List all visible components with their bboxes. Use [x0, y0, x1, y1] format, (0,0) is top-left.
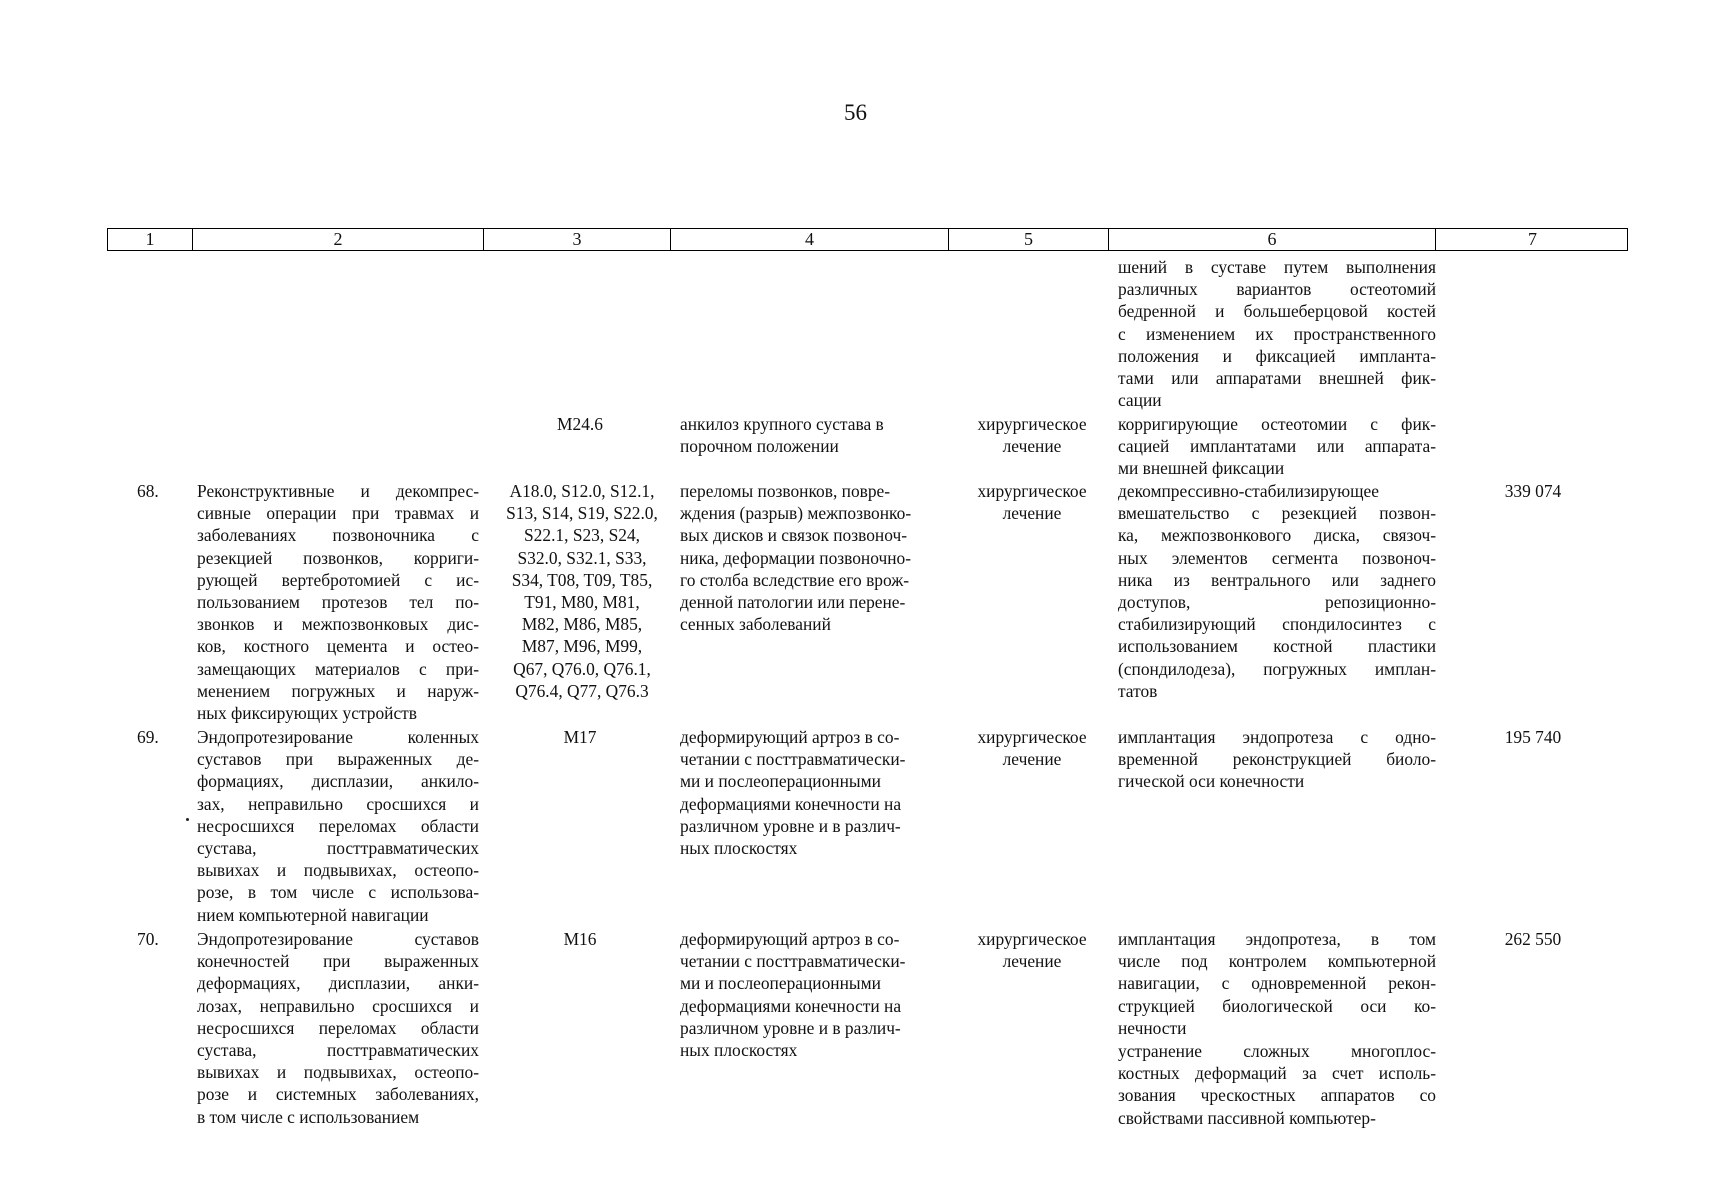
text-line: го столба вследствие его врож-: [680, 569, 910, 590]
text-line: сацией имплантатами или аппарата-: [1118, 436, 1436, 457]
text-line: сивные операции при травмах и: [197, 503, 479, 524]
text-line: конечностей при выраженных: [197, 951, 479, 972]
row-70-name: [197, 928, 479, 1128]
text-line: различных вариантов остеотомий: [1118, 279, 1436, 300]
text-line: положения и фиксацией импланта-: [1118, 345, 1436, 366]
text-line: ных элементов сегмента позвоноч-: [1118, 547, 1436, 568]
text-line: различном уровне и в различ-: [680, 815, 901, 836]
header-col-1: 1: [145, 229, 155, 249]
text-line: ника, деформации позвоночно-: [680, 547, 912, 568]
text-line: доступов, репозиционно-: [1118, 592, 1436, 613]
text-line: ми и послеоперационными: [680, 973, 881, 994]
text-line: (спондилодеза), погружных имплан-: [1118, 658, 1436, 679]
text-line: звонков и межпозвонковых дис-: [197, 614, 479, 635]
text-line: вых дисков и связок позвоноч-: [680, 525, 907, 546]
text-line: свойствами пассивной компьютер-: [1118, 1107, 1376, 1128]
row-70-codes: [500, 928, 660, 950]
text-line: переломы позвонков, повре-: [680, 481, 891, 501]
text-line: стабилизирующий спондилосинтез с: [1118, 614, 1436, 635]
text-line: розе и системных заболеваниях,: [197, 1084, 479, 1105]
continuation-method: [1118, 256, 1436, 411]
header-col-4: 4: [670, 229, 948, 250]
text-line: пользованием протезов тел по-: [197, 592, 479, 613]
text-line: в том числе с использованием: [197, 1106, 420, 1127]
text-line: гической оси конечности: [1118, 771, 1305, 792]
text-line: суставов при выраженных де-: [197, 749, 479, 770]
text-line: менением погружных и наруж-: [197, 680, 479, 701]
text-line: формациях, дисплазии, анкило-: [197, 771, 479, 792]
text-line: зования чрескостных аппаратов со: [1118, 1085, 1436, 1106]
row-70-cost: 262 550: [1504, 929, 1562, 949]
subrow-treatment: [962, 413, 1102, 457]
text-line: татов: [1118, 680, 1158, 701]
row-68-method: [1118, 480, 1436, 702]
text-line: деформирующий артроз в со-: [680, 727, 900, 747]
text-line: ми внешней фиксации: [1118, 458, 1285, 479]
header-col-7: 7: [1435, 229, 1629, 250]
text-line: костных деформаций за счет исполь-: [1118, 1063, 1436, 1084]
page-number: 56: [844, 100, 867, 125]
text-line: ка, межпозвонкового диска, связоч-: [1118, 525, 1436, 546]
text-line: заболеваниях позвоночника с: [197, 525, 479, 546]
text-line: зах, неправильно сросшихся и: [197, 793, 479, 814]
row-69-treatment: [962, 726, 1102, 770]
text-line: анкилоз крупного сустава в: [680, 414, 884, 434]
text-line: ков, костного цемента и остео-: [197, 636, 479, 657]
text-line: M82, M86, M85,: [521, 614, 643, 635]
text-line: хирургическое: [977, 929, 1087, 949]
header-col-5: 5: [948, 229, 1108, 250]
text-line: замещающих материалов с при-: [197, 658, 479, 679]
text-line: различном уровне и в различ-: [680, 1017, 901, 1038]
text-line: имплантация эндопротеза, в том: [1118, 929, 1436, 949]
text-line: деформациями конечности на: [680, 793, 902, 814]
text-line: деформациях, дисплазии, анки-: [197, 973, 479, 994]
text-line: денной патологии или перене-: [680, 592, 906, 613]
header-col-2: 2: [192, 229, 483, 250]
row-69-cost: 195 740: [1504, 727, 1562, 747]
text-line: корригирующие остеотомии с фик-: [1118, 414, 1436, 434]
text-line: четании с посттравматически-: [680, 749, 906, 770]
text-line: сации: [1118, 390, 1162, 411]
header-col-6: 6: [1108, 229, 1435, 250]
text-line: S32.0, S32.1, S33,: [517, 547, 647, 568]
text-line: с изменением их пространственного: [1118, 323, 1436, 344]
text-line: сустава, посттравматических: [197, 1040, 479, 1061]
text-line: Эндопротезирование коленных: [197, 727, 479, 747]
text-line: розе, в том числе с использова-: [197, 882, 479, 903]
text-line: лечение: [1002, 503, 1062, 524]
row-70-method: [1118, 928, 1436, 1039]
text-line: ных плоскостях: [680, 1040, 798, 1061]
text-line: S34, T08, T09, T85,: [511, 569, 653, 590]
text-line: хирургическое: [977, 414, 1087, 434]
text-line: A18.0, S12.0, S12.1,: [509, 481, 655, 501]
text-line: M87, M96, M99,: [521, 636, 643, 657]
text-line: хирургическое: [977, 481, 1087, 501]
row-70-number: 70.: [137, 929, 159, 949]
text-line: струкцией биологической оси ко-: [1118, 995, 1436, 1016]
text-line: временной реконструкцией биоло-: [1118, 749, 1436, 770]
row-69-method: [1118, 726, 1436, 793]
text-line: S22.1, S23, S24,: [524, 525, 640, 546]
header-col-3: 3: [483, 229, 670, 250]
text-line: M16: [563, 929, 597, 949]
row-68-number: 68.: [137, 481, 159, 501]
text-line: Эндопротезирование суставов: [197, 929, 479, 949]
row-68-diagnosis: [680, 480, 950, 635]
text-line: использованием костной пластики: [1118, 636, 1436, 657]
row-68-treatment: [962, 480, 1102, 524]
text-line: нием компьютерной навигации: [197, 904, 429, 925]
row-68-cost: 339 074: [1504, 481, 1562, 501]
subrow-method: [1118, 413, 1436, 480]
text-line: ных плоскостях: [680, 838, 798, 859]
text-line: бедренной и большеберцовой костей: [1118, 301, 1436, 322]
row-70-method-2: [1118, 1040, 1436, 1129]
scan-mark: [186, 818, 189, 821]
row-68-codes: [492, 480, 672, 702]
text-line: ми и послеоперационными: [680, 771, 881, 792]
text-line: вывихах и подвывихах, остеопо-: [197, 1062, 479, 1083]
text-line: деформациями конечности на: [680, 995, 902, 1016]
text-line: S13, S14, S19, S22.0,: [506, 503, 658, 524]
row-69-diagnosis: [680, 726, 950, 859]
text-line: лечение: [1002, 951, 1062, 972]
text-line: Q67, Q76.0, Q76.1,: [513, 658, 651, 679]
text-line: ных фиксирующих устройств: [197, 703, 417, 724]
text-line: декомпрессивно-стабилизирующее: [1118, 481, 1379, 501]
text-line: имплантация эндопротеза с одно-: [1118, 727, 1436, 747]
text-line: деформирующий артроз в со-: [680, 929, 900, 949]
text-line: ждения (разрыв) межпозвонко-: [680, 503, 912, 524]
text-line: навигации, с одновременной рекон-: [1118, 973, 1436, 994]
text-line: устранение сложных многоплос-: [1118, 1041, 1436, 1061]
text-line: лозах, неправильно сросшихся и: [197, 995, 479, 1016]
text-line: шений в суставе путем выполнения: [1118, 257, 1436, 277]
text-line: несросшихся переломах области: [197, 815, 479, 836]
row-69-number: 69.: [137, 727, 159, 747]
row-69-name: [197, 726, 479, 926]
text-line: T91, M80, M81,: [524, 592, 640, 613]
table-header: [107, 228, 1628, 251]
text-line: порочном положении: [680, 436, 839, 457]
text-line: резекцией позвонков, корриги-: [197, 547, 479, 568]
text-line: лечение: [1002, 436, 1062, 457]
text-line: вмешательство с резекцией позвон-: [1118, 503, 1436, 524]
row-69-codes: [500, 726, 660, 748]
subrow-diagnosis: [680, 413, 950, 457]
text-line: M17: [563, 727, 597, 747]
text-line: лечение: [1002, 749, 1062, 770]
text-line: вывихах и подвывихах, остеопо-: [197, 860, 479, 881]
text-line: Q76.4, Q77, Q76.3: [515, 680, 649, 701]
row-70-treatment: [962, 928, 1102, 972]
text-line: сустава, посттравматических: [197, 838, 479, 859]
text-line: Реконструктивные и декомпрес-: [197, 481, 479, 501]
text-line: хирургическое: [977, 727, 1087, 747]
text-line: числе под контролем компьютерной: [1118, 951, 1436, 972]
row-70-diagnosis: [680, 928, 950, 1061]
subrow-code: M24.6: [557, 414, 603, 434]
text-line: сенных заболеваний: [680, 614, 831, 635]
text-line: нечности: [1118, 1017, 1187, 1038]
row-68-name: [197, 480, 479, 724]
text-line: несросшихся переломах области: [197, 1017, 479, 1038]
text-line: тами или аппаратами внешней фик-: [1118, 368, 1436, 389]
text-line: рующей вертебротомией с ис-: [197, 569, 479, 590]
text-line: четании с посттравматически-: [680, 951, 906, 972]
text-line: ника из вентрального или заднего: [1118, 569, 1436, 590]
